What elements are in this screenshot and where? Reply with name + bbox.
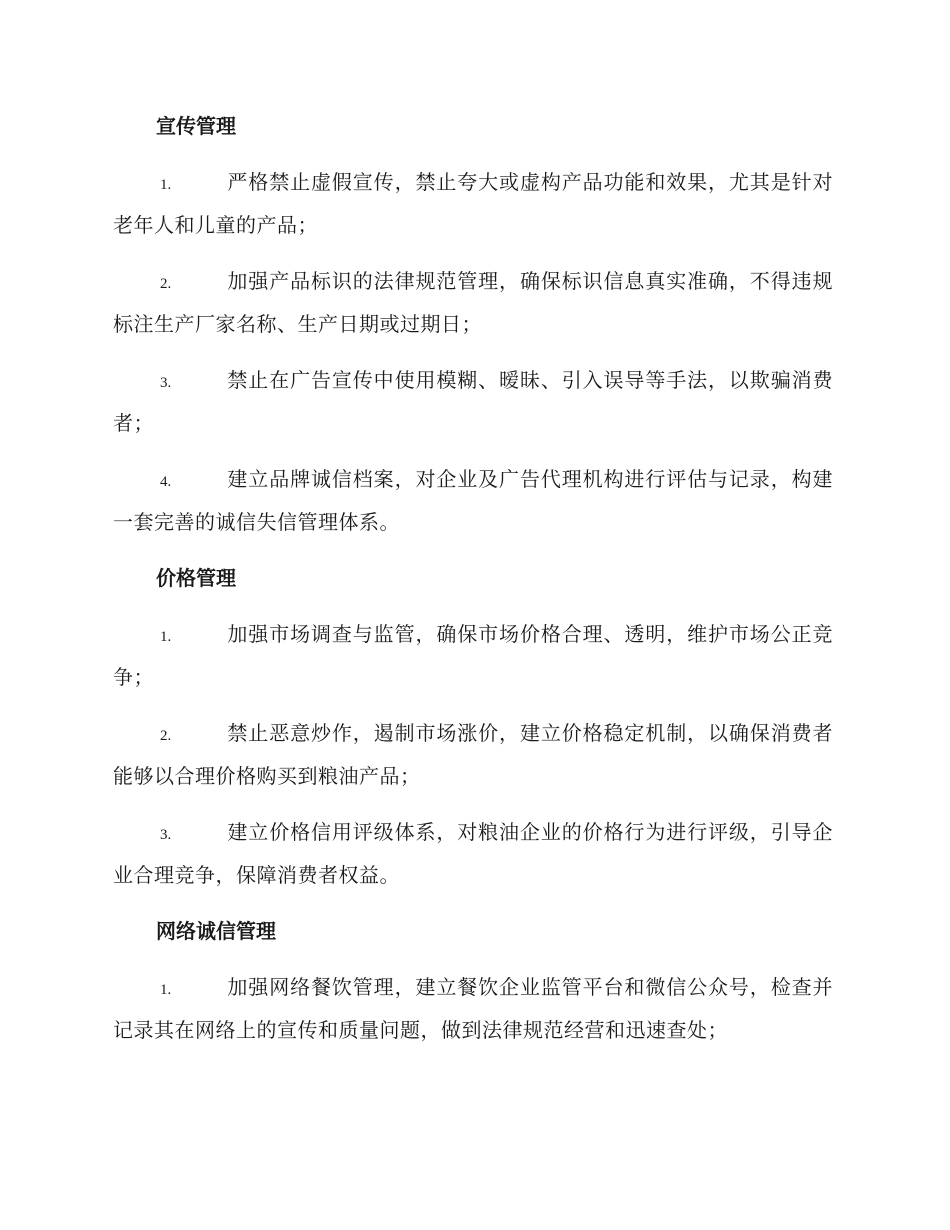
item-number: 4.	[160, 474, 172, 490]
item-number: 1.	[160, 982, 172, 998]
item-text: 禁止在广告宣传中使用模糊、暧昧、引入误导等手法，以欺骗消费者；	[113, 368, 833, 435]
item-text: 加强产品标识的法律规范管理，确保标识信息真实准确，不得违规标注生产厂家名称、生产日期或过期日；	[113, 269, 833, 336]
list-item	[113, 162, 833, 245]
item-number: 2.	[160, 276, 172, 292]
item-text: 加强网络餐饮管理，建立餐饮企业监管平台和微信公众号，检查并记录其在网络上的宣传和质量问题，做到法律规范经营和迅速查处；	[113, 975, 833, 1042]
item-number: 3.	[160, 375, 172, 391]
document-body	[113, 106, 833, 1066]
item-number: 1.	[160, 177, 172, 193]
list-item	[113, 967, 833, 1050]
list-item	[113, 713, 833, 796]
list-item	[113, 360, 833, 443]
item-number: 3.	[160, 827, 172, 843]
item-text: 建立品牌诚信档案，对企业及广告代理机构进行评估与记录，构建一套完善的诚信失信管理体系。	[113, 467, 833, 534]
item-number: 1.	[160, 629, 172, 645]
section-heading-pricing: 价格管理	[156, 566, 236, 590]
list-item	[113, 261, 833, 344]
item-text: 加强市场调查与监管，确保市场价格合理、透明，维护市场公正竞争；	[113, 622, 833, 689]
item-text: 建立价格信用评级体系，对粮油企业的价格行为进行评级，引导企业合理竞争，保障消费者权益。	[113, 820, 833, 887]
item-number: 2.	[160, 728, 172, 744]
item-text: 禁止恶意炒作，遏制市场涨价，建立价格稳定机制，以确保消费者能够以合理价格购买到粮油产品；	[113, 721, 833, 788]
item-text: 严格禁止虚假宣传，禁止夸大或虚构产品功能和效果，尤其是针对老年人和儿童的产品；	[113, 170, 833, 237]
list-item	[113, 459, 833, 542]
section-heading-publicity: 宣传管理	[156, 114, 236, 138]
section-heading-online-integrity: 网络诚信管理	[156, 919, 276, 943]
list-item	[113, 812, 833, 895]
list-item	[113, 614, 833, 697]
